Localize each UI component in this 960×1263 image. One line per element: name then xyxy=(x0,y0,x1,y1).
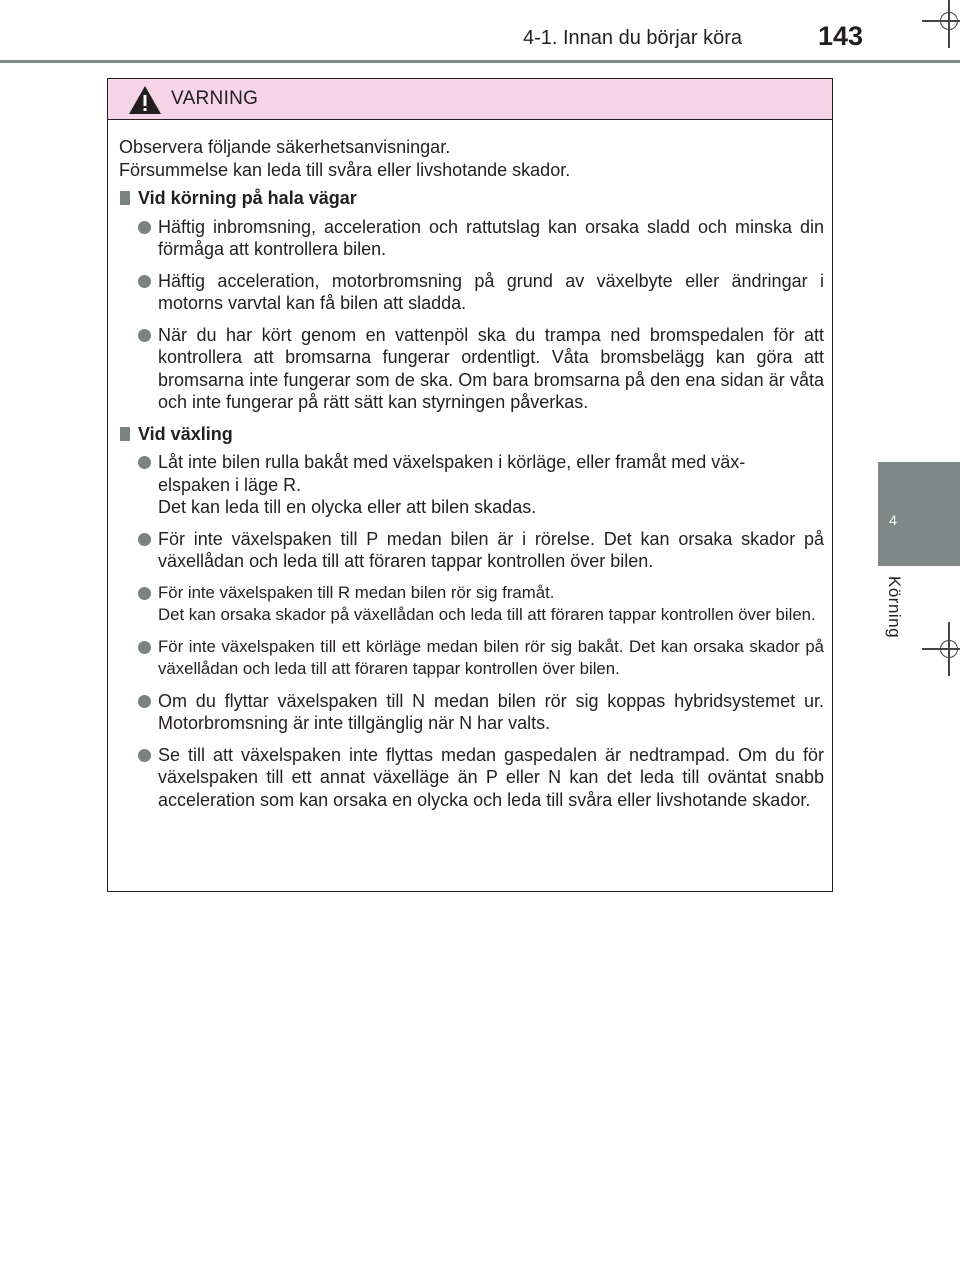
warning-intro: Observera följande säkerhetsanvisningar. Försummelse kan leda till svåra eller livshotande skador. xyxy=(119,137,571,180)
list-item xyxy=(138,744,824,812)
warning-triangle-icon xyxy=(128,85,162,115)
list-item xyxy=(138,582,824,627)
list-item-text: För inte växelspaken till R medan bilen rör sig framåt. Det kan orsaka skador på växellådan och leda till att föraren tappar kontrollen över bilen. xyxy=(158,582,816,624)
bullet-dot-icon xyxy=(138,275,151,288)
warning-box xyxy=(107,78,833,892)
list-item xyxy=(138,216,824,261)
bullet-dot-icon xyxy=(138,641,151,654)
crop-mark-icon xyxy=(936,8,960,34)
section-heading-text: Vid växling xyxy=(138,423,233,444)
section-heading xyxy=(119,187,824,210)
list-item-text: Se till att växelspaken inte flyttas medan gaspedalen är nedtrampad. Om du för växelspaken till ett annat växelläge än P eller N kan det leda till oväntat snabb acceleration som kan orsaka en olycka och leda till svåra eller livshotande skador. xyxy=(158,744,824,810)
warning-body xyxy=(108,120,832,811)
list-item-text: För inte växelspaken till P medan bilen är i rörelse. Det kan orsaka skador på växellådan och leda till att föraren tappar kontrollen över bilen. xyxy=(158,528,824,571)
list-item xyxy=(138,324,824,414)
square-marker-icon xyxy=(120,427,130,441)
bullet-dot-icon xyxy=(138,456,151,469)
warning-header xyxy=(108,79,832,120)
list-item-text: Häftig inbromsning, acceleration och rattutslag kan orsaka sladd och minska din förmåga att kontrollera bilen. xyxy=(158,216,824,259)
section-heading xyxy=(119,423,824,446)
crop-mark-icon xyxy=(936,636,960,662)
list-item xyxy=(138,636,824,681)
page-number: 143 xyxy=(818,21,864,51)
warning-title: VARNING xyxy=(171,88,259,109)
list-item xyxy=(138,451,824,519)
list-item xyxy=(138,690,824,735)
list-item xyxy=(138,270,824,315)
section-title: 4-1. Innan du börjar köra xyxy=(522,27,742,49)
square-marker-icon xyxy=(120,191,130,205)
bullet-dot-icon xyxy=(138,221,151,234)
list-item-text: När du har kört genom en vattenpöl ska du trampa ned bromspedalen för att kontrollera att bromsarna fungerar ordentligt. Våta bromsbelägg kan göra att bromsarna inte fungerar som de ska. Om bara bromsarna på den ena sidan är våta och inte fungerar på rätt sätt kan styrningen påverkas. xyxy=(158,324,824,412)
list-item-text: Om du flyttar växelspaken till N medan bilen rör sig koppas hybridsystemet ur. Motorbromsning är inte tillgänglig när N har valts. xyxy=(158,690,824,733)
bullet-dot-icon xyxy=(138,587,151,600)
chapter-number: 4 xyxy=(889,512,897,528)
bullet-dot-icon xyxy=(138,329,151,342)
list-item-text: För inte växelspaken till ett körläge medan bilen rör sig bakåt. Det kan orsaka skador på växellådan och leda till att föraren tappar kontrollen över bilen. xyxy=(158,636,824,678)
list-item-text: Låt inte bilen rulla bakåt med växelspaken i körläge, eller framåt med väx- elspaken i läge R. Det kan leda till en olycka eller att bilen skadas. xyxy=(158,452,746,517)
section-heading-text: Vid körning på hala vägar xyxy=(138,188,357,208)
bullet-dot-icon xyxy=(138,695,151,708)
list-item xyxy=(138,528,824,573)
chapter-label: Körning xyxy=(885,576,904,639)
bullet-dot-icon xyxy=(138,533,151,546)
bullet-dot-icon xyxy=(138,749,151,762)
list-item-text: Häftig acceleration, motorbromsning på grund av växelbyte eller ändringar i motorns varvtal kan få bilen att sladda. xyxy=(158,270,824,313)
header-rule xyxy=(0,60,960,63)
